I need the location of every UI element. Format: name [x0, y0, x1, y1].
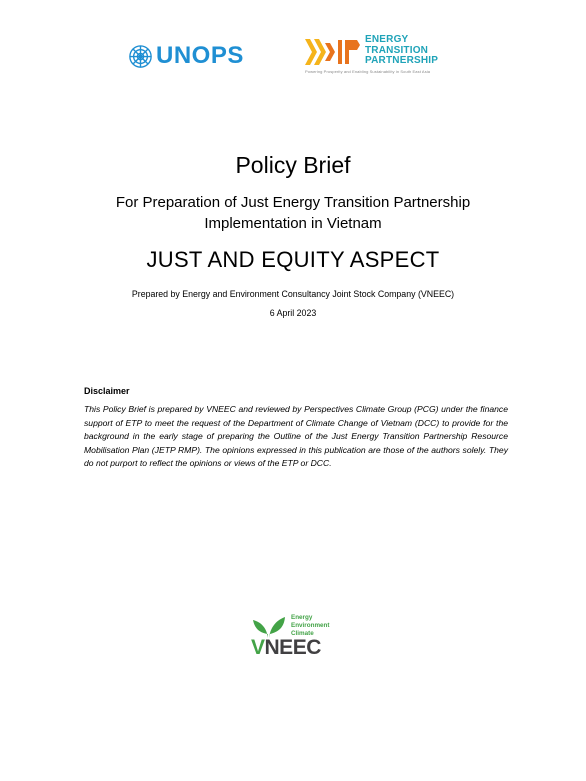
vneec-wordmark: [251, 637, 321, 658]
vneec-line-energy: Energy: [291, 614, 313, 621]
etp-logo: [303, 33, 468, 75]
disclaimer-heading: Disclaimer: [84, 386, 130, 396]
etp-tagline: Powering Prosperity and Enabling Sustainability in South East Asia: [305, 69, 431, 74]
un-emblem-icon: [128, 44, 153, 69]
unops-wordmark: UNOPS: [156, 42, 244, 69]
page-title: Policy Brief: [235, 152, 351, 178]
vneec-wordmark-v: V: [251, 636, 265, 659]
subtitle: [0, 192, 586, 234]
vneec-tagline: [291, 614, 330, 638]
publication-date: 6 April 2023: [269, 308, 317, 318]
vneec-wordmark-rest: NEEC: [264, 636, 321, 659]
etp-line-partnership: PARTNERSHIP: [365, 55, 439, 66]
vneec-line-climate: Climate: [291, 630, 314, 637]
prepared-by: Prepared by Energy and Environment Consultancy Joint Stock Company (VNEEC): [131, 289, 455, 299]
aspect-heading: JUST AND EQUITY ASPECT: [146, 247, 440, 272]
subtitle-line-1: For Preparation of Just Energy Transition Partnership: [115, 194, 471, 211]
etp-arrows-icon: [303, 35, 363, 69]
etp-line-transition: TRANSITION: [365, 44, 429, 56]
vneec-line-environment: Environment: [291, 622, 330, 629]
etp-wordmark: [365, 35, 438, 67]
vneec-logo: [250, 613, 350, 663]
unops-logo: [128, 42, 268, 70]
disclaimer-body: This Policy Brief is prepared by VNEEC and reviewed by Perspectives Climate Group (PCG) under the finance support of ETP to meet the request of the Department of Climate Change of Vietnam (DCC) to provide for the background in the early stage of preparing the Outline of the Just Energy Transition Partnership Resource Mobilisation Plan (JETP RMP). The opinions expressed in this publication are those of the authors solely. They do not purport to reflect the opinions or views of the ETP or DCC.: [84, 404, 508, 469]
subtitle-line-2: Implementation in Vietnam: [204, 215, 382, 232]
etp-line-energy: ENERGY: [365, 34, 409, 45]
